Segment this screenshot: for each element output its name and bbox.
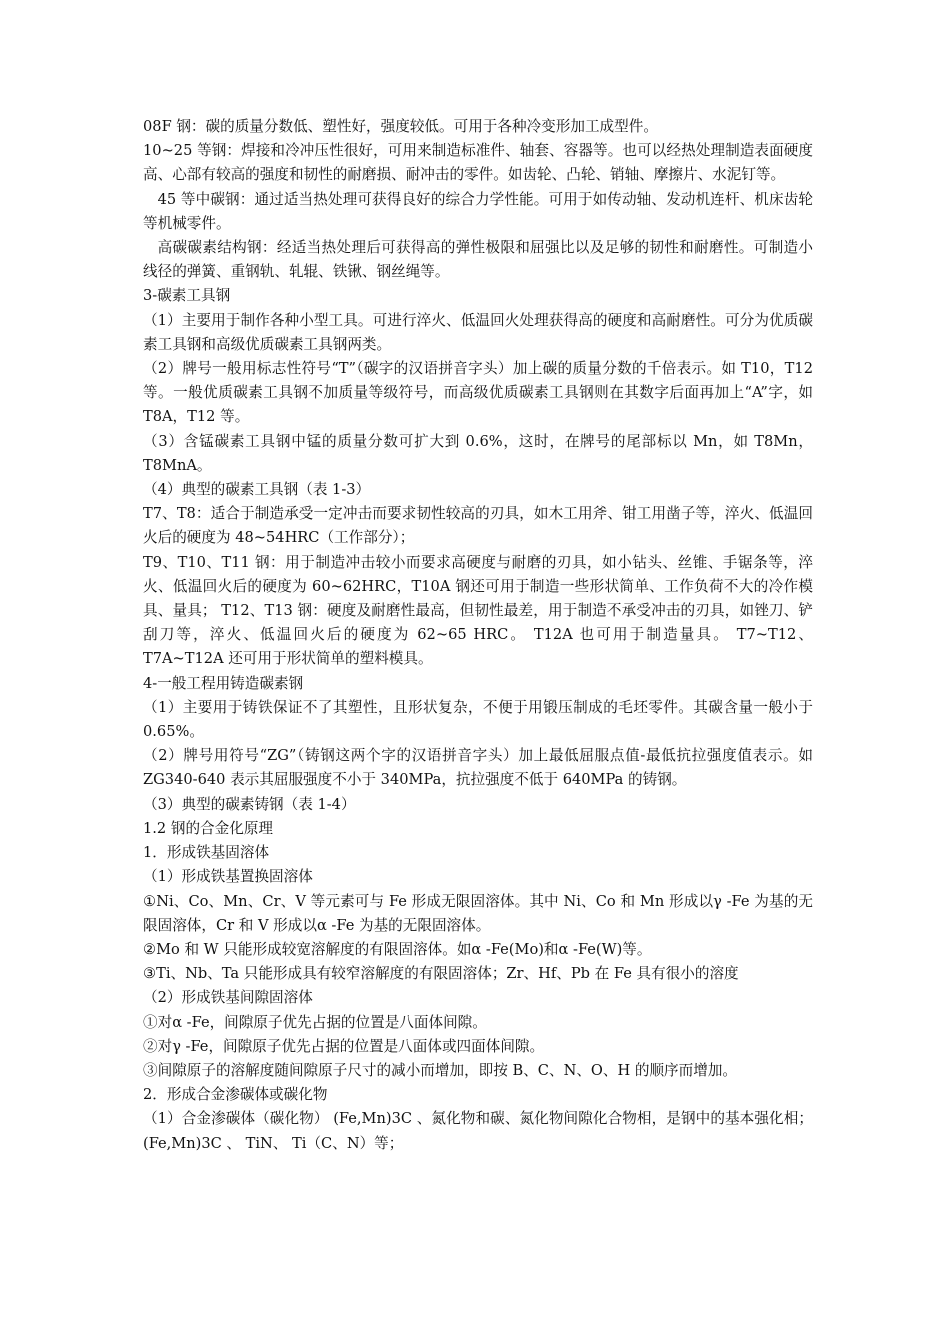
paragraph-cast-steel-2: （2）牌号用符号“ZG”（铸钢这两个字的汉语拼音字头）加上最低屈服点值-最低抗拉强度值表示。如 ZG340-640 表示其屈服强度不小于 340MPa，抗拉强度不低于 640MPa 的铸钢。	[143, 747, 813, 789]
section-heading-alloying-principle: 1.2 钢的合金化原理	[143, 819, 274, 837]
paragraph-high-carbon-steel: 高碳碳素结构钢：经适当热处理后可获得高的弹性极限和屈强比以及足够的韧性和耐磨性。可制造小线径的弹簧、重钢轨、轧辊、铁锹、钢丝绳等。	[143, 239, 813, 281]
list-item-interstitial-2: ②对γ -Fe，间隙原子优先占据的位置是八面体或四面体间隙。	[143, 1037, 545, 1055]
paragraph-tool-steel-1: （1）主要用于制作各种小型工具。可进行淬火、低温回火处理获得高的硬度和高耐磨性。可分为优质碳素工具钢和高级优质碳素工具钢两类。	[143, 311, 813, 353]
paragraph-45-medium-carbon-steel: 45 等中碳钢：通过适当热处理可获得良好的综合力学性能。可用于如传动轴、发动机连杆、机床齿轮等机械零件。	[143, 190, 813, 232]
paragraph-alloy-cementite-1: （1）合金渗碳体（碳化物） (Fe,Mn)3C 、氮化物和碳、氮化物间隙化合物相，是钢中的基本强化相； (Fe,Mn)3C 、 TiN、 Ti（C、N）等；	[143, 1110, 813, 1152]
section-heading-carbon-tool-steel: 3-碳素工具钢	[143, 287, 231, 305]
list-item-substitutional-1: ①Ni、Co、Mn、Cr、V 等元素可与 Fe 形成无限固溶体。其中 Ni、Co 和 Mn 形成以γ -Fe 为基的无限固溶体，Cr 和 V 形成以α -Fe 为基的无限固溶体。	[143, 892, 813, 934]
paragraph-t7-t8: T7、T8：适合于制造承受一定冲击而要求韧性较高的刃具，如木工用斧、钳工用凿子等，淬火、低温回火后的硬度为 48~54HRC（工作部分）；	[143, 505, 813, 547]
paragraph-cast-steel-3: （3）典型的碳素铸钢（表 1-4）	[143, 795, 356, 813]
paragraph-tool-steel-4: （4）典型的碳素工具钢（表 1-3）	[143, 481, 371, 499]
subheading-interstitial-solution: （2）形成铁基间隙固溶体	[143, 989, 313, 1007]
paragraph-tool-steel-3: （3）含锰碳素工具钢中锰的质量分数可扩大到 0.6%，这时，在牌号的尾部标以 Mn，如 T8Mn，T8MnA。	[143, 432, 813, 474]
list-item-interstitial-3: ③间隙原子的溶解度随间隙原子尺寸的减小而增加，即按 B、C、N、O、H 的顺序而增加。	[143, 1061, 738, 1079]
paragraph-t9-t10-t11: T9、T10、T11 钢：用于制造冲击较小而要求高硬度与耐磨的刃具，如小钻头、丝锥、手锯条等，淬火、低温回火后的硬度为 60~62HRC，T10A 钢还可用于制造一些形状简单、工作负荷不大的冷作模具、量具； T12、T13 钢：硬度及耐磨性最高，但韧性最差，用于制造不承受冲击的刃具，如锉刀、铲刮刀等，淬火、低温回火后的硬度为 62~65 HRC。 T12A 也可用于制造量具。 T7~T12、T7A~T12A 还可用于形状简单的塑料模具。	[143, 553, 813, 668]
section-heading-cast-carbon-steel: 4-一般工程用铸造碳素钢	[143, 674, 304, 692]
subheading-substitutional-solution: （1）形成铁基置换固溶体	[143, 868, 313, 886]
paragraph-10-25-steel: 10~25 等钢：焊接和冷冲压性很好，可用来制造标准件、轴套、容器等。也可以经热处理制造表面硬度高、心部有较高的强度和韧性的耐磨损、耐冲击的零件。如齿轮、凸轮、销轴、摩擦片、水泥钉等。	[143, 142, 813, 184]
list-item-substitutional-3: ③Ti、Nb、Ta 只能形成具有较窄溶解度的有限固溶体；Zr、Hf、Pb 在 Fe 具有很小的溶度	[143, 965, 739, 983]
paragraph-08f-steel: 08F 钢：碳的质量分数低、塑性好，强度较低。可用于各种冷变形加工成型件。	[143, 118, 658, 135]
list-item-interstitial-1: ①对α -Fe，间隙原子优先占据的位置是八面体间隙。	[143, 1013, 487, 1031]
list-item-substitutional-2: ②Mo 和 W 只能形成较宽溶解度的有限固溶体。如α -Fe(Mo)和α -Fe(W)等。	[143, 940, 652, 958]
document-body	[143, 115, 813, 1156]
paragraph-tool-steel-2: （2）牌号一般用标志性符号“T”（碳字的汉语拼音字头）加上碳的质量分数的千倍表示。如 T10，T12 等。一般优质碳素工具钢不加质量等级符号，而高级优质碳素工具钢则在其数字后面再加上“A”字，如 T8A，T12 等。	[143, 360, 813, 426]
subheading-alloy-cementite: 2．形成合金渗碳体或碳化物	[143, 1086, 328, 1104]
paragraph-cast-steel-1: （1）主要用于铸铁保证不了其塑性，且形状复杂，不便于用锻压制成的毛坯零件。其碳含量一般小于 0.65%。	[143, 698, 813, 741]
subheading-iron-solid-solution: 1．形成铁基固溶体	[143, 844, 270, 862]
